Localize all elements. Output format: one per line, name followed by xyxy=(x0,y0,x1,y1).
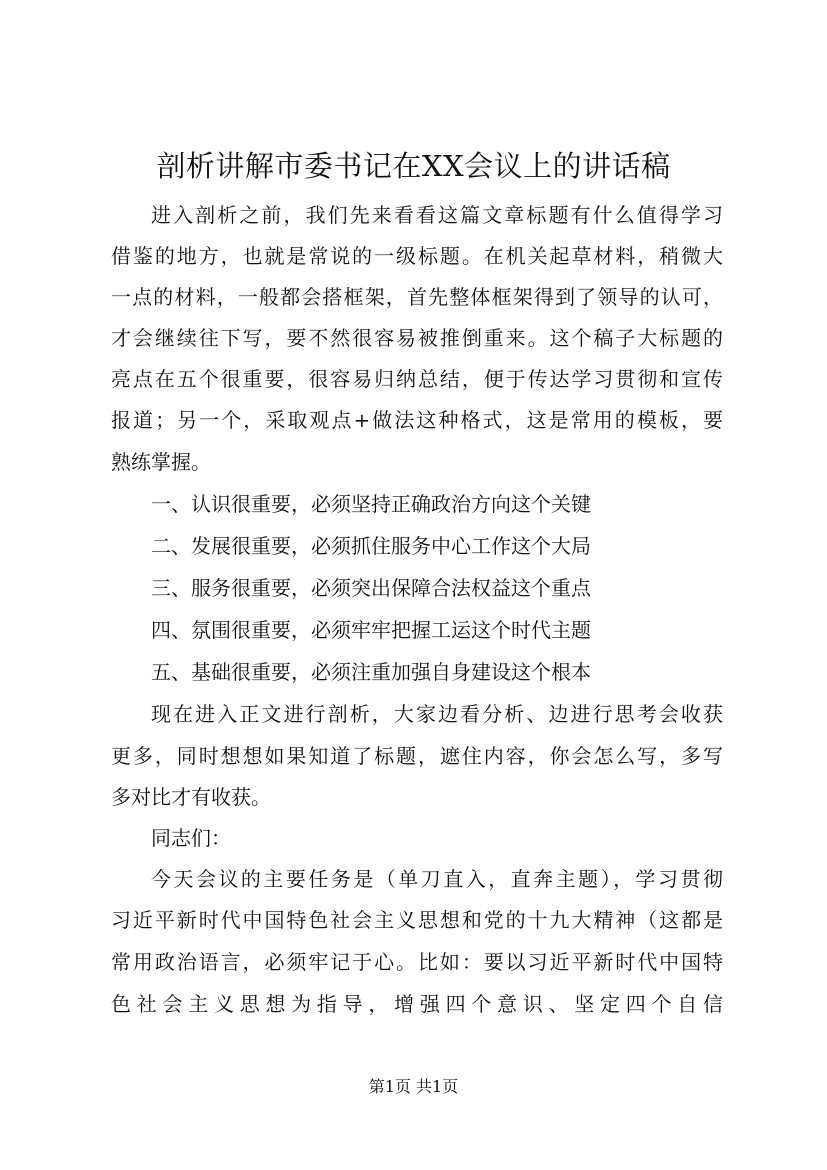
paragraph-line: 才会继续往下写，要不然很容易被推倒重来。这个稿子大标题的 xyxy=(111,326,723,350)
paragraph-line: 现在进入正文进行剖析，大家边看分析、边进行思考会收获 xyxy=(151,702,723,726)
outline-item: 二、发展很重要，必须抓住服务中心工作这个大局 xyxy=(151,534,591,558)
paragraph-line: 报道；另一个，采取观点+做法这种格式，这是常用的模板，要 xyxy=(111,408,723,432)
paragraph-line: 习近平新时代中国特色社会主义思想和党的十九大精神（这都是 xyxy=(111,908,723,932)
paragraph-line: 借鉴的地方，也就是常说的一级标题。在机关起草材料，稍微大 xyxy=(111,244,723,268)
outline-item: 五、基础很重要，必须注重加强自身建设这个根本 xyxy=(151,660,591,684)
paragraph-line: 色社会主义思想为指导，增强四个意识、坚定四个自信 xyxy=(111,992,723,1016)
paragraph-line: 今天会议的主要任务是（单刀直入，直奔主题），学习贯彻 xyxy=(151,867,723,891)
paragraph-line: 更多，同时想想如果知道了标题，遮住内容，你会怎么写，多写 xyxy=(111,744,723,768)
paragraph-line: 常用政治语言，必须牢记于心。比如：要以习近平新时代中国特 xyxy=(111,950,723,974)
document-title: 剖析讲解市委书记在XX会议上的讲话稿 xyxy=(156,149,671,183)
outline-item: 一、认识很重要，必须坚持正确政治方向这个关键 xyxy=(151,492,591,516)
outline-item: 三、服务很重要，必须突出保障合法权益这个重点 xyxy=(151,576,591,600)
paragraph-line: 一点的材料，一般都会搭框架，首先整体框架得到了领导的认可， xyxy=(111,285,723,309)
page-footer: 第1页 共1页 xyxy=(368,1077,459,1096)
paragraph-line: 多对比才有收获。 xyxy=(111,785,271,809)
outline-item: 四、氛围很重要，必须牢牢把握工运这个时代主题 xyxy=(151,618,591,642)
paragraph-line: 亮点在五个很重要，很容易归纳总结，便于传达学习贯彻和宣传 xyxy=(111,367,723,391)
paragraph-line: 进入剖析之前，我们先来看看这篇文章标题有什么值得学习 xyxy=(151,203,723,227)
paragraph-line: 熟练掌握。 xyxy=(111,450,211,474)
salutation: 同志们： xyxy=(151,826,231,850)
